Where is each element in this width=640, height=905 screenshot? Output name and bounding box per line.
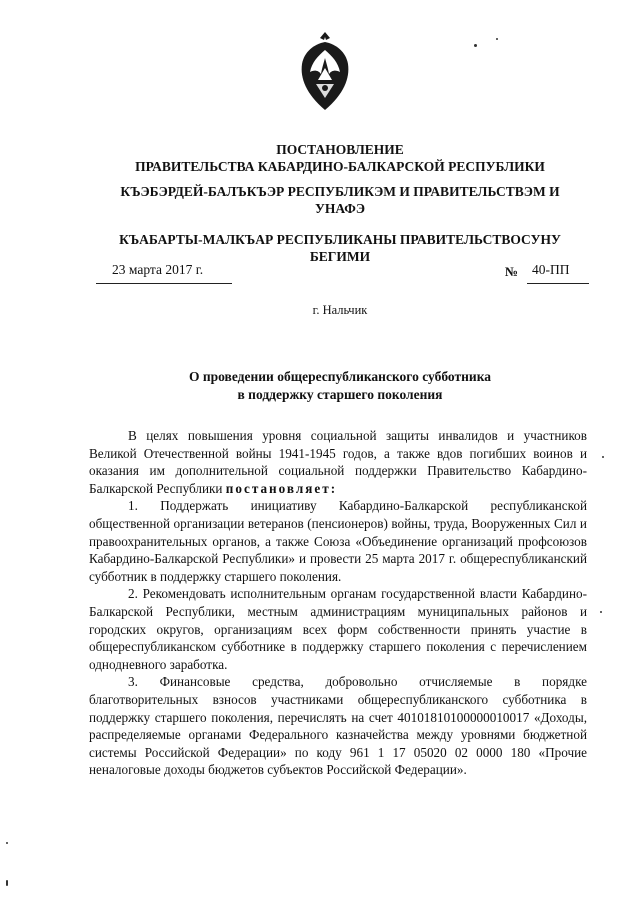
body-intro-paragraph xyxy=(89,427,587,497)
document-body xyxy=(89,427,587,779)
body-paragraph-1: 1. Поддержать инициативу Кабардино-Балкарской республиканской общественной организации ветеранов (пенсионеров) войны, труда, Вооруженных Сил и правоохранительных органов, а также Союза «Объединение организаций профсоюзов Кабардино-Балкарской Республики» и провести 25 марта 2017 г. общереспубликанский субботник в поддержку старшего поколения. xyxy=(89,498,587,584)
scan-speck xyxy=(600,611,602,613)
document-subject xyxy=(80,368,600,404)
scan-speck xyxy=(6,880,8,886)
subject-line-1: О проведении общереспубликанского субботника xyxy=(188,369,492,384)
scan-speck xyxy=(474,44,477,47)
header-kabardian-block xyxy=(80,183,600,217)
number-underline xyxy=(527,283,589,284)
scan-speck xyxy=(602,456,604,458)
document-city: г. Нальчик xyxy=(312,303,368,317)
header-title: ПОСТАНОВЛЕНИЕ xyxy=(276,142,404,157)
scan-speck xyxy=(496,38,498,40)
document-date: 23 марта 2017 г. xyxy=(112,262,204,277)
header-title-block xyxy=(80,141,600,175)
header-government-balkar-end: БЕГИМИ xyxy=(309,249,371,264)
date-underline xyxy=(96,283,232,284)
header-government-kabardian-end: УНАФЭ xyxy=(314,201,366,216)
header-government-kabardian: КЪЭБЭРДЕЙ-БАЛЪКЪЭР РЕСПУБЛИКЭМ И ПРАВИТЕЛЬСТВЭМ И xyxy=(120,184,560,199)
scan-speck xyxy=(6,842,8,844)
body-paragraph-2: 2. Рекомендовать исполнительным органам государственной власти Кабардино-Балкарской Республики, местным администрациям муниципальных районов и городских округов, организациям всех форм собственности принять участие в общереспубликанском субботнике в поддержку старшего поколения с перечислением однодневного заработка. xyxy=(89,586,587,672)
body-paragraph-3: 3. Финансовые средства, добровольно отчисляемые в порядке благотворительных взносов участниками общереспубликанского субботника в поддержку старшего поколения, перечислять на счет 40101810100000010017 «Доходы, распределяемые органами Федерального казначейства между уровнями бюджетной системы Российской Федерации» по коду 961 1 17 05020 02 0000 180 «Прочие неналоговые доходы бюджетов субъектов Российской Федерации». xyxy=(89,674,587,778)
body-intro-text: В целях повышения уровня социальной защиты инвалидов и участников Великой Отечественной войны 1941-1945 годов, а также вдов погибших воинов и оказания им дополнительной социальной поддержки Правительство Кабардино-Балкарской Республики xyxy=(89,428,587,496)
body-intro-keyword: постановляет: xyxy=(225,480,338,496)
coat-of-arms-emblem-icon xyxy=(296,28,354,114)
header-government-balkar: КЪАБАРТЫ-МАЛКЪАР РЕСПУБЛИКАНЫ ПРАВИТЕЛЬСТВОСУНУ xyxy=(119,232,561,247)
header-government-ru: ПРАВИТЕЛЬСТВА КАБАРДИНО-БАЛКАРСКОЙ РЕСПУБЛИКИ xyxy=(135,159,545,174)
number-label: № xyxy=(505,264,519,279)
document-number: 40-ПП xyxy=(532,262,570,277)
header-balkar-block xyxy=(80,231,600,265)
subject-line-2: в поддержку старшего поколения xyxy=(237,387,443,402)
